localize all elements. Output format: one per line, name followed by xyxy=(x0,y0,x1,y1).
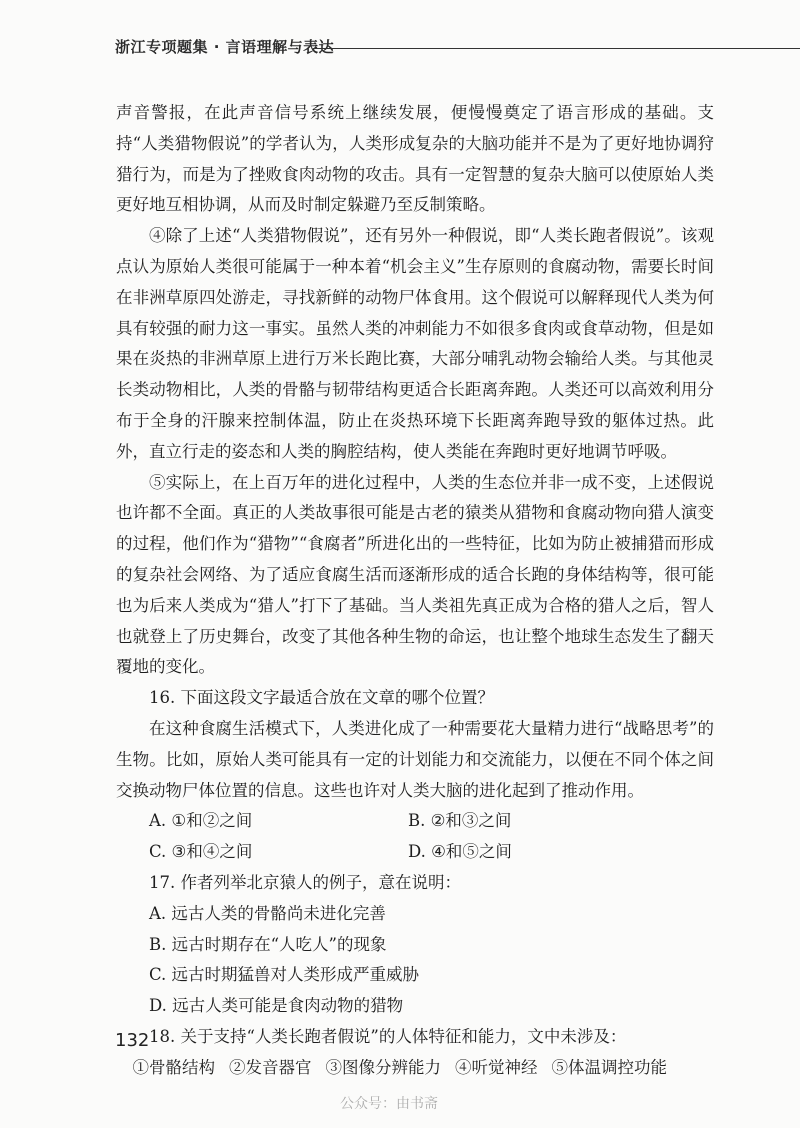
paragraph-4: ④除了上述“人类猎物假说”，还有另外一种假说，即“人类长跑者假说”。该观点认为原始人类很可能属于一种本着“机会主义”生存原则的食腐动物，需要长时间在非洲草原四处游走，寻找新鲜的动物尸体食用。这个假说可以解释现代人类为何具有较强的耐力这一事实。虽然人类的冲刺能力不如很多食肉或食草动物，但是如果在炎热的非洲草原上进行万米长跑比赛，大部分哺乳动物会输给人类。与其他灵长类动物相比，人类的骨骼与韧带结构更适合长距离奔跑。人类还可以高效利用分布于全身的汗腺来控制体温，防止在炎热环境下长距离奔跑导致的躯体过热。此外，直立行走的姿态和人类的胸腔结构，使人类能在奔跑时更好地调节呼吸。 xyxy=(116,226,714,461)
item-2: ②发音器官 xyxy=(229,1057,312,1077)
paragraph-5: ⑤实际上，在上百万年的进化过程中，人类的生态位并非一成不变，上述假说也许都不全面。真正的人类故事很可能是古老的猿类从猎物和食腐动物向猎人演变的过程，他们作为“猎物”“食腐者”所进化出的一些特征，比如为防止被捕猎而形成的复杂社会网络、为了适应食腐生活而逐渐形成的适合长跑的身体结构等，很可能也为后来人类成为“猎人”打下了基础。当人类祖先真正成为合格的猎人之后，智人也就登上了历史舞台，改变了其他各种生物的命运，也让整个地球生态发生了翻天覆地的变化。 xyxy=(116,472,714,677)
page-number: 132 xyxy=(115,1030,150,1051)
question-18-stem: 18. 关于支持“人类长跑者假说”的人体特征和能力，文中未涉及： xyxy=(149,1026,627,1046)
option-c: C. ③和④之间 xyxy=(149,842,253,862)
item-3: ③图像分辨能力 xyxy=(325,1057,441,1077)
option-b: B. 远古时期存在“人吃人”的现象 xyxy=(149,934,387,954)
paragraph-continued: 声音警报，在此声音信号系统上继续发展，便慢慢奠定了语言形成的基础。支持“人类猎物假说”的学者认为，人类形成复杂的大脑功能并不是为了更好地协调狩猎行为，而是为了挫败食肉动物的攻击。具有一定智慧的复杂大脑可以使原始人类更好地互相协调，从而及时制定躲避乃至反制策略。 xyxy=(116,103,714,215)
item-1: ①骨骼结构 xyxy=(132,1057,215,1077)
question-16-stem: 16. 下面这段文字最适合放在文章的哪个位置？ xyxy=(149,688,494,708)
page-header xyxy=(115,33,725,63)
option-b: B. ②和③之间 xyxy=(408,811,512,831)
question-18-items xyxy=(116,1053,714,1084)
item-5: ⑤体温调控功能 xyxy=(551,1057,667,1077)
question-17-stem: 17. 作者列举北京猿人的例子，意在说明： xyxy=(149,872,461,892)
option-d: D. 远古人类可能是食肉动物的猎物 xyxy=(149,996,404,1016)
header-rule xyxy=(313,48,800,49)
option-d: D. ④和⑤之间 xyxy=(408,842,512,862)
question-16-passage: 在这种食腐生活模式下，人类进化成了一种需要花大量精力进行“战略思考”的生物。比如，原始人类可能具有一定的计划能力和交流能力，以便在不同个体之间交换动物尸体位置的信息。这些也许对人类大脑的进化起到了推动作用。 xyxy=(116,718,714,800)
option-c: C. 远古时期猛兽对人类形成严重威胁 xyxy=(149,965,420,985)
page-body xyxy=(116,98,714,1084)
item-4: ④听觉神经 xyxy=(455,1057,538,1077)
question-16-options-row-2 xyxy=(116,837,714,868)
option-a: A. 远古人类的骨骼尚未进化完善 xyxy=(149,903,386,923)
question-16-options-row-1 xyxy=(116,806,714,837)
option-a: A. ①和②之间 xyxy=(149,811,253,831)
watermark: 公众号：由书斋 xyxy=(340,1096,438,1112)
header-title: 浙江专项题集 · 言语理解与表达 xyxy=(115,38,335,56)
